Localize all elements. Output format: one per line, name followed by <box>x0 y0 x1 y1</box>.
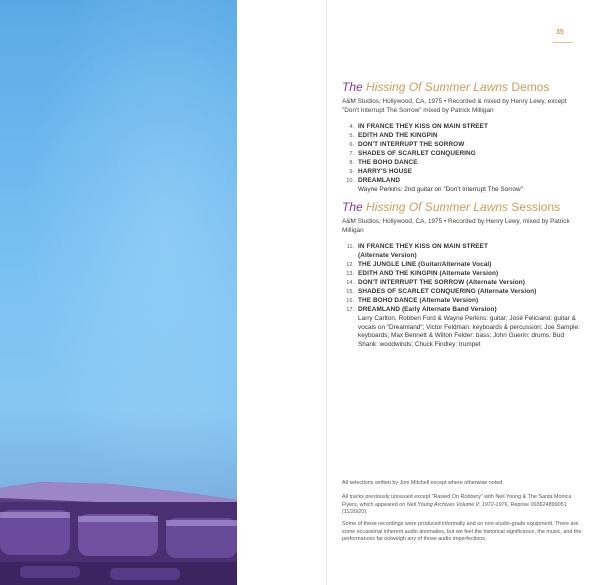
track-item <box>342 168 582 177</box>
track-item <box>342 150 582 159</box>
page-number: 35 <box>556 29 564 36</box>
track-version-note: (Alternate Version) <box>358 252 417 260</box>
track-number: 13. <box>346 271 354 278</box>
track-number: 16. <box>346 297 354 304</box>
track-number: 8. <box>349 160 354 167</box>
track-credit-note: Larry Carlton, Robben Ford & Wayne Perkins: guitar; José Feliciano: guitar & vocals on "Dreamland"; Victor Feldman: keyboards & percussion; Joe Sample: keyboards; Max Bennett & Wilton Felder: bass; John Guerin: drums; Bud Shank: woodwinds; Chuck Findley: trumpet <box>358 314 580 349</box>
sessions-heading-the: The <box>342 200 363 214</box>
track-item <box>342 270 582 279</box>
track-number: 12. <box>346 262 354 269</box>
sessions-credits: A&M Studios, Hollywood, CA, 1975 • Recorded by Henry Lewy, mixed by Patrick Milligan <box>342 218 570 235</box>
track-number: 14. <box>346 280 354 287</box>
footnote-album-title: Neil Young Archives Volume II: 1972-1976 <box>406 501 508 508</box>
page-number-rule <box>553 42 573 43</box>
track-title: THE BOHO DANCE (Alternate Version) <box>358 296 479 304</box>
demos-heading-album: Hissing Of Summer Lawns <box>366 80 509 94</box>
track-title: DREAMLAND <box>358 176 401 184</box>
demos-tracklist <box>342 123 582 194</box>
track-item <box>342 297 582 306</box>
demos-heading <box>342 80 582 94</box>
page-gutter <box>326 0 327 585</box>
track-number: 15. <box>346 288 354 295</box>
track-item <box>342 159 582 168</box>
footnote-writing-credit: All selections written by Joni Mitchell except where otherwise noted. <box>342 480 504 486</box>
track-number: 17. <box>346 306 354 313</box>
demos-heading-suffix: Demos <box>511 80 550 94</box>
track-title: DON'T INTERRUPT THE SORROW (Alternate Version) <box>358 279 525 287</box>
album-photo-sky-roof <box>0 0 237 585</box>
track-item <box>342 123 582 132</box>
track-title: SHADES OF SCARLET CONQUERING (Alternate Version) <box>358 287 537 295</box>
track-title: DON'T INTERRUPT THE SORROW <box>358 141 465 149</box>
track-number: 6. <box>349 142 354 149</box>
track-credit-note: Wayne Perkins: 2nd guitar on "Don't Interrupt The Sorrow" <box>358 185 523 193</box>
track-item <box>342 177 582 195</box>
track-title: THE JUNGLE LINE (Guitar/Alternate Vocal) <box>358 261 492 269</box>
roof-tiles-image <box>0 470 237 585</box>
track-item <box>342 141 582 150</box>
track-title: IN FRANCE THEY KISS ON MAIN STREET <box>358 123 489 131</box>
sessions-heading-album: Hissing Of Summer Lawns <box>366 200 509 214</box>
footnote-previously-unissued <box>342 494 582 517</box>
demos-heading-the: The <box>342 80 363 94</box>
track-item <box>342 243 582 261</box>
sessions-heading-suffix: Sessions <box>511 200 561 214</box>
demos-credits: A&M Studios, Hollywood, CA, 1975 • Recorded & mixed by Henry Lewy, except "Don't Interrupt The Sorrow" mixed by Patrick Milligan <box>342 98 567 115</box>
footnote-unissued-text: All tracks previously unissued except "Raised On Robbery" with Neil Young & The Santa Monica Flyers, which appeared on <box>342 494 572 508</box>
track-title: THE BOHO DANCE <box>358 159 418 167</box>
demos-section <box>342 80 582 195</box>
footnote-catalog: , Reprise 093624899051 (11/20/20). <box>342 501 567 516</box>
track-title: IN FRANCE THEY KISS ON MAIN STREET <box>358 243 489 251</box>
footnote-audio-disclaimer: Some of these recordings were produced informally and on non-studio-grade equipment. There are some occasional inherent audio anomalies, but we feel the historical significance, the music, and the performances far outweigh any of those audio imperfections. <box>342 521 582 543</box>
track-item <box>342 132 582 141</box>
sessions-tracklist <box>342 243 582 350</box>
track-title: DREAMLAND (Early Alternate Band Version) <box>358 305 497 313</box>
track-item <box>342 288 582 297</box>
sessions-heading <box>342 200 582 214</box>
track-title: EDITH AND THE KINGPIN (Alternate Version) <box>358 270 499 278</box>
track-number: 9. <box>349 168 354 175</box>
sessions-section <box>342 200 582 350</box>
track-item <box>342 261 582 270</box>
track-number: 4. <box>349 124 354 131</box>
track-number: 10. <box>346 177 354 184</box>
track-item <box>342 279 582 288</box>
track-item <box>342 306 582 351</box>
track-number: 5. <box>349 133 354 140</box>
track-number: 11. <box>346 244 354 251</box>
track-title: SHADES OF SCARLET CONQUERING <box>358 150 476 158</box>
track-number: 7. <box>349 151 354 158</box>
track-title: HARRY'S HOUSE <box>358 167 413 175</box>
track-title: EDITH AND THE KINGPIN <box>358 132 438 140</box>
